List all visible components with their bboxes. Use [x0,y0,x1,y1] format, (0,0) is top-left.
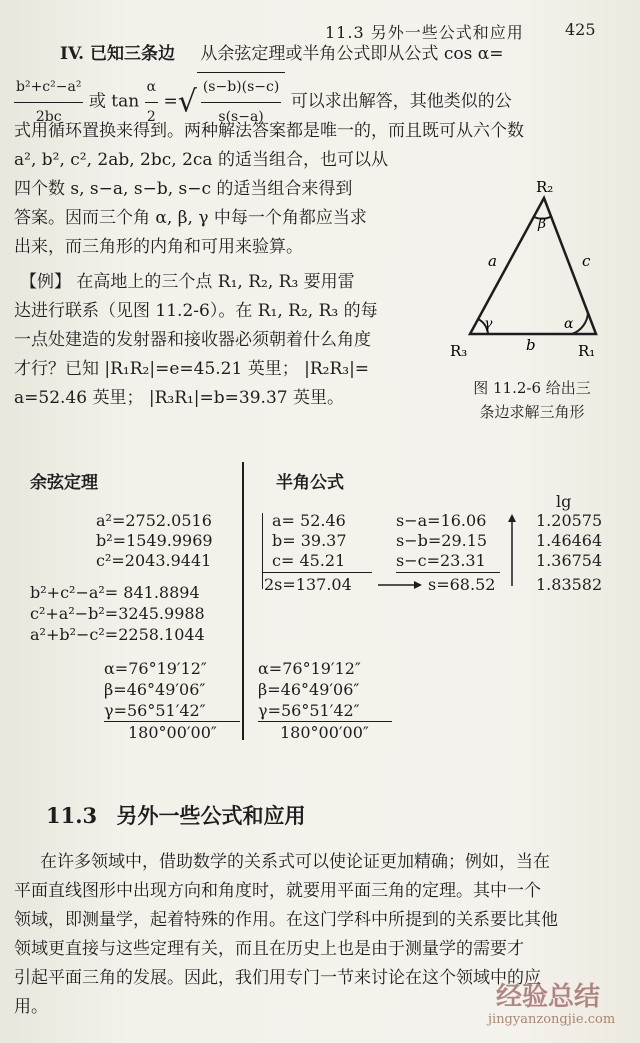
sub-rule [396,572,500,573]
up-arrow-icon [506,512,518,588]
left-sum-rule [104,721,240,722]
sqrt-numerator: (s−b)(s−c) [201,73,281,103]
right-table-header: 半角公式 [276,473,344,493]
label-beta: β [538,216,547,232]
right-col2-row: s−b=29.15 [396,531,488,550]
watermark-brand: 经验总结 [496,982,601,1012]
section-heading [46,800,305,830]
lg-value: 1.83582 [536,575,603,594]
example-line: 一点处建造的发射器和接收器必须朝着什么角度 [14,330,371,350]
example-line: 【例】 在高地上的三个点 R₁, R₂, R₃ 要用雷 [20,272,355,292]
right-angle: γ=56°51′42″ [258,701,360,720]
figure-caption [452,376,612,424]
label-side-b: b [526,336,536,354]
right-col2-row: s−c=23.31 [396,551,486,570]
label-alpha: α [564,316,574,332]
label-R3: R₃ [450,342,468,360]
cos-denominator: 2bc [35,108,62,125]
left-row: a²=2752.0516 [96,511,212,530]
lg-header: lg [556,492,572,511]
section-title: 另外一些公式和应用 [116,803,306,828]
right-col1-row: a= 52.46 [272,511,346,530]
intro-line: 四个数 s, s−a, s−b, s−c 的适当组合来得到 [14,179,353,199]
intro-line: 出来，而三角形的内角和可用来验算。 [14,237,303,257]
table-divider [242,462,244,740]
right-col1-row: b= 39.37 [272,531,347,550]
right-col1-row: c= 45.21 [272,551,346,570]
left-row: b²=1549.9969 [96,531,213,550]
figure-caption-line-2: 条边求解三角形 [479,403,585,421]
intro-line-2-text: 可以求出解答，其他类似的公 [290,91,512,112]
left-table-header: 余弦定理 [30,473,98,493]
left-angle: γ=56°51′42″ [104,701,206,720]
label-side-a: a [488,252,497,270]
lg-value: 1.46464 [536,531,603,550]
section-line: 在许多领域中，借助数学的关系式可以使论证更加精确；例如，当在 [40,852,550,872]
sqrt-denominator: s(s−a) [218,109,264,125]
right-sum: 180°00′00″ [280,723,369,742]
label-gamma: γ [484,316,493,332]
left-row: c²+a²−b²=3245.9988 [30,604,205,623]
case-title: IV. 已知三条边 [60,44,176,64]
triangle-figure [440,176,620,366]
running-header: 11.3 另外一些公式和应用 [325,23,524,42]
intro-line-1-text: 从余弦定理或半角公式即从公式 cos α= [200,44,504,64]
section-line: 领域更直接与这些定理有关，而且在历史上也是由于测量学的需要才 [14,939,524,959]
example-line: 达进行联系（见图 11.2-6）。在 R₁, R₂, R₃ 的每 [14,301,378,321]
lg-value: 1.20575 [536,511,603,530]
intro-line: 答案。因而三个角 α, β, γ 中每一个角都应当求 [14,208,367,228]
right-sum-rule [258,721,392,722]
cos-numerator: b²+c²−a² [14,73,83,103]
alpha-arc [572,312,588,334]
left-angle: α=76°19′12″ [104,659,207,678]
left-row: c²=2043.9441 [96,551,212,570]
label-side-c: c [582,252,591,270]
section-number: 11.3 [46,803,98,828]
lg-value: 1.36754 [536,551,603,570]
section-line: 平面直线图形中出现方向和角度时，就要用平面三角的定理。其中一个 [14,881,541,901]
bracket-line-left [262,513,263,589]
left-sum: 180°00′00″ [128,723,217,742]
section-line: 引起平面三角的发展。因此，我们用专门一节来讨论在这个领域中的应 [14,968,541,988]
intro-line: a², b², c², 2ab, 2bc, 2ca 的适当组合，也可以从 [14,150,388,170]
half-angle-den: 2 [146,108,156,125]
left-row: a²+b²−c²=2258.1044 [30,625,205,644]
arrow-icon [376,578,424,592]
intro-line-1 [60,40,503,69]
left-row: b²+c²−a²= 841.8894 [30,583,200,602]
watermark-url: jingyanzongjie.com [488,1012,616,1027]
sqrt-sign: √ [177,84,197,120]
right-col1-row: 2s=137.04 [264,575,352,594]
sum-rule [262,572,372,573]
equals-sign: = [163,91,178,112]
label-R1: R₁ [578,342,596,360]
page-number: 425 [565,20,596,39]
section-line: 用。 [14,997,48,1017]
right-col2-row: s−a=16.06 [396,511,487,530]
section-line: 领域，即测量学，起着特殊的作用。在这门学科中所提到的关系要比其他 [14,910,558,930]
intro-line: 式用循环置换来得到。两种解法答案都是唯一的，而且既可从六个数 [14,121,524,141]
figure-caption-line-1: 图 11.2-6 给出三 [473,379,591,397]
half-angle-num: α [145,73,158,103]
or-tan: 或 tan [88,91,140,112]
right-angle: β=46°49′06″ [258,680,360,699]
right-col2-row: s=68.52 [428,575,496,594]
left-angle: β=46°49′06″ [104,680,206,699]
example-line: 才行？已知 |R₁R₂|=e=45.21 英里； |R₂R₃|= [14,359,370,379]
example-line: a=52.46 英里； |R₃R₁|=b=39.37 英里。 [14,388,344,408]
right-angle: α=76°19′12″ [258,659,361,678]
label-R2: R₂ [536,178,554,196]
